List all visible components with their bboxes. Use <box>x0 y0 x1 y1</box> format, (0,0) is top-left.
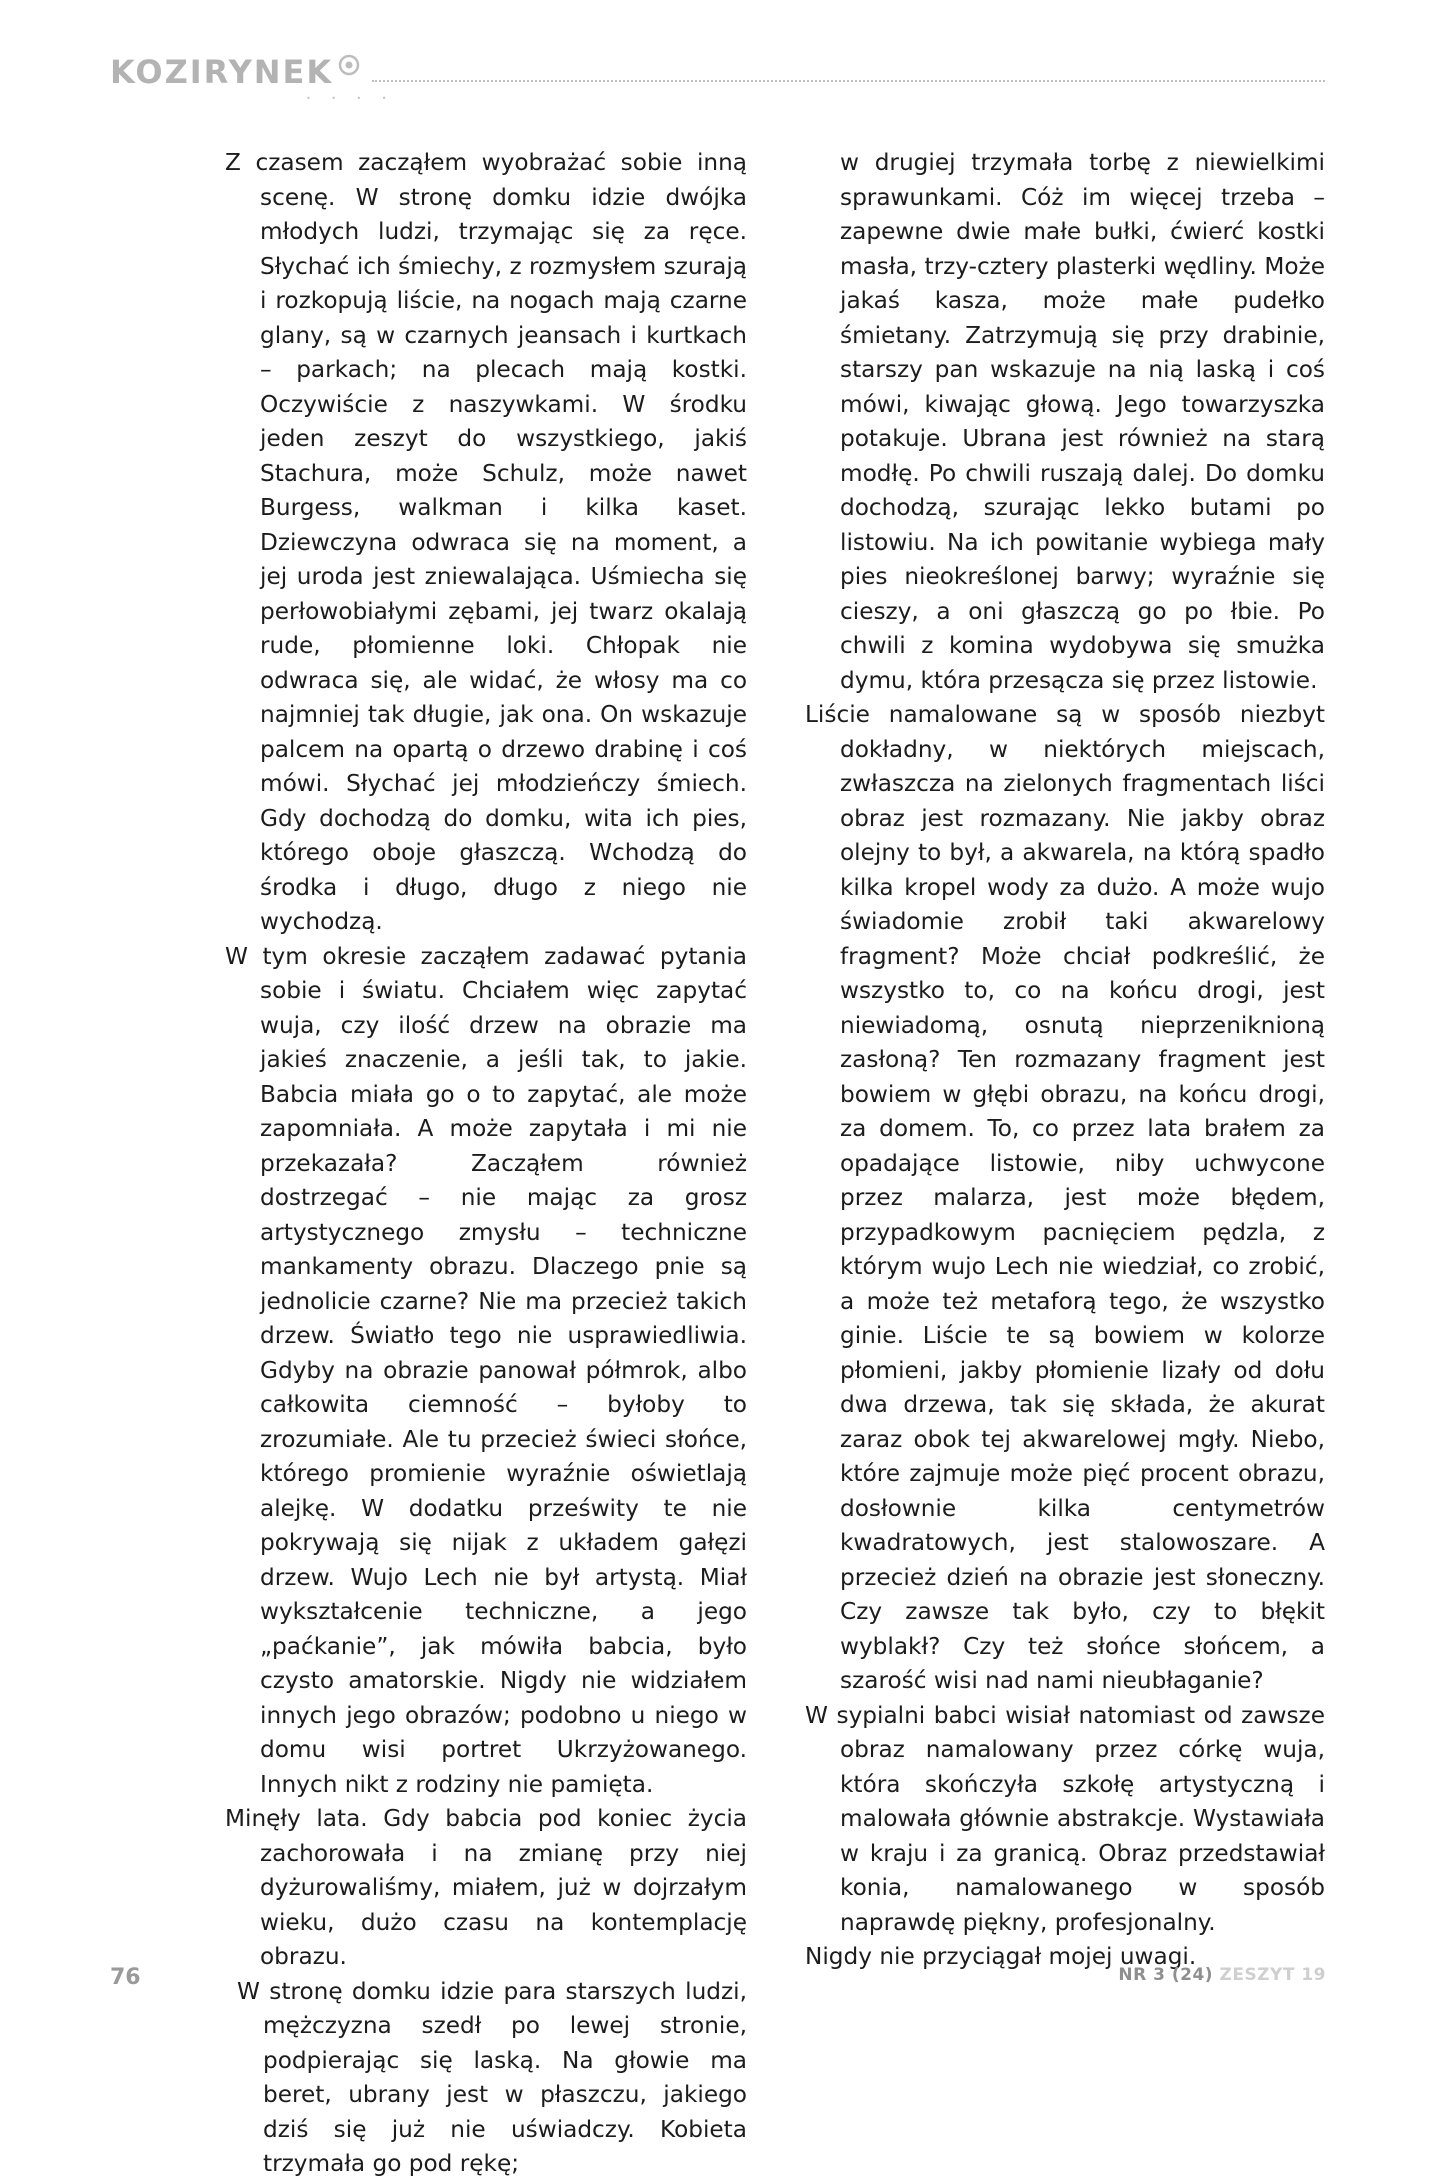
header-dotted-rule <box>372 80 1325 82</box>
paragraph: w drugiej trzymała torbę z niewielkimi sprawunkami. Cóż im więcej trzeba – zapewne dwie małe bułki, ćwierć kostki masła, trzy-cztery plasterki wędliny. Może jakaś kasza, może małe pudełko śmietany. Zatrzymują się przy drabinie, starszy pan wskazuje na nią laską i coś mówi, kiwając głową. Jego towarzyszka potakuje. Ubrana jest również na starą modłę. Po chwili ruszają dalej. Do domku dochodzą, szurając lekko butami po listowiu. Na ich powitanie wybiega mały pies nieokreślonej barwy; wyraźnie się cieszy, a oni głaszczą go po łbie. Po chwili z komina wydobywa się smużka dymu, która przesącza się przez listowie. <box>840 149 1325 694</box>
issue-label <box>1118 1965 1326 1985</box>
paragraph: Liście namalowane są w sposób niezbyt dokładny, w niektórych miejscach, zwłaszcza na zielonych fragmentach liści obraz jest rozmazany. Nie jakby obraz olejny to był, a akwarela, na którą spadło kilka kropel wody za dużo. A może wujo świadomie zrobił taki akwarelowy fragment? Może chciał podkreślić, że wszystko to, co na końcu drogi, jest niewiadomą, osnutą nieprzeniknioną zasłoną? Ten rozmazany fragment jest bowiem w głębi obrazu, na końcu drogi, za domem. To, co przez lata brałem za opadające listowie, niby uchwycone przez malarza, jest może błędem, przypadkowym pacnięciem pędzla, z którym wujo Lech nie wiedział, co zrobić, a może też metaforą tego, że wszystko ginie. Liście te są bowiem w kolorze płomieni, jakby płomienie lizały od dołu dwa drzewa, tak się składa, że akurat zaraz obok tej akwarelowej mgły. Niebo, które zajmuje może pięć procent obrazu, dosłownie kilka centymetrów kwadratowych, jest stalowoszare. A przecież dzień na obrazie jest słoneczny. Czy zawsze tak było, czy to błękit wyblakł? Czy też słońce słońcem, a szarość wisi nad nami nieubłaganie? <box>805 701 1325 1694</box>
issue-number: NR 3 (24) <box>1118 1965 1214 1985</box>
paragraph: W sypialni babci wisiał natomiast od zawsze obraz namalowany przez córkę wuja, która skończyła szkołę artystyczną i malowała głównie abstrakcje. Wystawiała w kraju i za granicą. Obraz przedstawiał konia, namalowanego w sposób naprawdę piękny, profesjonalny. <box>805 1701 1325 1936</box>
paragraph: W stronę domku idzie para starszych ludzi, mężczyzna szedł po lewej stronie, podpierając się laską. Na głowie ma beret, ubrany jest w płaszczu, jakiego dziś się już nie uświadczy. Kobieta trzymała go pod rękę; <box>237 1977 747 2177</box>
left-column <box>225 146 747 2182</box>
magazine-logo: KOZIRYNEK <box>110 53 334 91</box>
paragraph: Minęły lata. Gdy babcia pod koniec życia zachorowała i na zmianę przy niej dyżurowaliśmy, miałem, już w dojrzałym wieku, dużo czasu na kontemplację obrazu. <box>225 1805 747 1970</box>
paragraph: Nigdy nie przyciągał mojej uwagi. <box>805 1943 1197 1970</box>
issue-volume: ZESZYT 19 <box>1219 1965 1326 1985</box>
paragraph: W tym okresie zacząłem zadawać pytania sobie i światu. Chciałem więc zapytać wuja, czy ilość drzew na obrazie ma jakieś znaczenie, a jeśli tak, to jakie. Babcia miała go o to zapytać, ale może zapomniała. A może zapytała i mi nie przekazała? Zacząłem również dostrzegać – nie mając za grosz artystycznego zmysłu – techniczne mankamenty obrazu. Dlaczego pnie są jednolicie czarne? Nie ma przecież takich drzew. Światło tego nie usprawiedliwia. Gdyby na obrazie panował półmrok, albo całkowita ciemność – byłoby to zrozumiałe. Ale tu przecież świeci słońce, którego promienie wyraźnie oświetlają alejkę. W dodatku prześwity te nie pokrywają się nijak z układem gałęzi drzew. Wujo Lech nie był artystą. Miał wykształcenie techniczne, a jego „paćkanie”, jak mówiła babcia, było czysto amatorskie. Nigdy nie widziałem innych jego obrazów; podobno u niego w domu wisi portret Ukrzyżowanego. Innych nikt z rodziny nie pamięta. <box>225 942 747 1798</box>
logo-dots: • • • • <box>306 94 396 103</box>
right-column <box>805 146 1325 1975</box>
paragraph: Z czasem zacząłem wyobrażać sobie inną scenę. W stronę domku idzie dwójka młodych ludzi, trzymając się za ręce. Słychać ich śmiechy, z rozmysłem szurają i rozkopują liście, na nogach mają czarne glany, są w czarnych jeansach i kurtkach – parkach; na plecach mają kostki. Oczywiście z naszywkami. W środku jeden zeszyt do wszystkiego, jakiś Stachura, może Schulz, może nawet Burgess, walkman i kilka kaset. Dziewczyna odwraca się na moment, a jej uroda jest zniewalająca. Uśmiecha się perłowobiałymi zębami, jej twarz okalają rude, płomienne loki. Chłopak nie odwraca się, ale widać, że włosy ma co najmniej tak długie, jak ona. On wskazuje palcem na opartą o drzewo drabinę i coś mówi. Słychać jej młodzieńczy śmiech. Gdy dochodzą do domku, wita ich pies, którego oboje głaszczą. Wchodzą do środka i długo, długo z niego nie wychodzą. <box>225 149 747 935</box>
logo-emblem-icon <box>338 54 360 76</box>
running-header <box>110 52 1325 102</box>
page-number: 76 <box>110 1965 141 1990</box>
